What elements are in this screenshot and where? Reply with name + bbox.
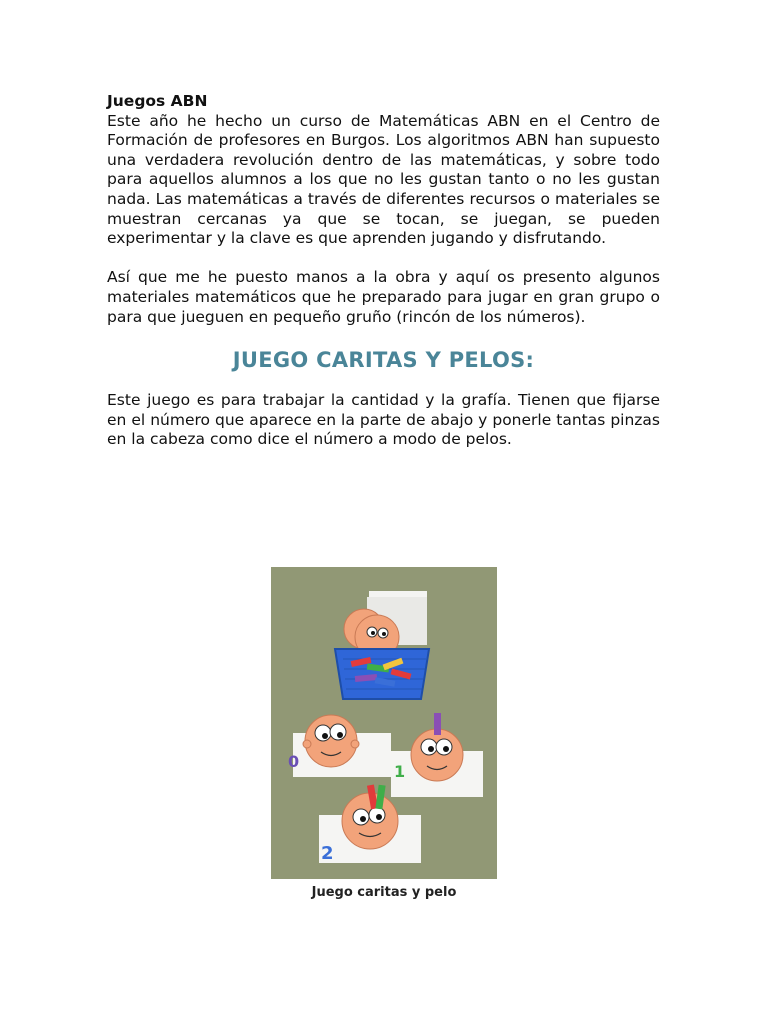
section-title: JUEGO CARITAS Y PELOS: (232, 348, 535, 373)
figure-caption: Juego caritas y pelo (311, 885, 457, 900)
card-number-0: 0 (288, 752, 300, 771)
card-number-2: 2 (321, 843, 334, 864)
section-paragraph: Este juego es para trabajar la cantidad y la grafía. Tienen que fijarse en el número que aparece en la parte de abajo y ponerle tantas pinzas en la cabeza como dice el número a modo de pelos. (107, 391, 660, 449)
document-title: Juegos ABN (107, 92, 208, 110)
card-number-1: 1 (394, 762, 406, 781)
intro-paragraph-1: Este año he hecho un curso de Matemáticas ABN en el Centro de Formación de profesores en Burgos. Los algoritmos ABN han supuesto una verdadera revolución dentro de las matemáticas, y sobre todo para aquellos alumnos a los que no les gustan tanto o no les gustan nada. Las matemáticas a través de diferentes recursos o materiales se muestran cercanas ya que se tocan, se juegan, se pueden experimentar y la clave es que aprenden jugando y disfrutando. (107, 111, 660, 248)
clothespin-purple (434, 713, 441, 735)
game-photo-illustration (271, 567, 497, 879)
intro-paragraph-2: Así que me he puesto manos a la obra y aquí os presento algunos materiales matemáticos que he preparado para jugar en gran grupo o para que jueguen en pequeño gruño (rincón de los números). (107, 268, 660, 326)
game-photo (271, 567, 497, 879)
document-body (107, 92, 660, 450)
blue-basket (335, 649, 429, 699)
